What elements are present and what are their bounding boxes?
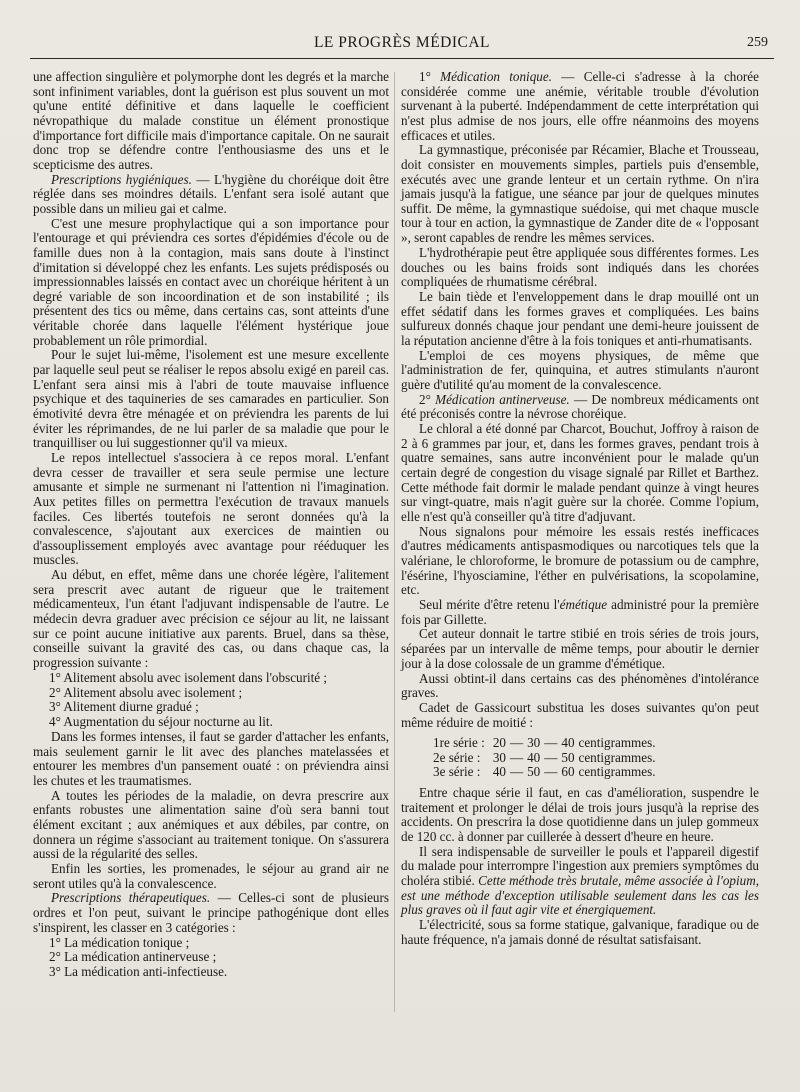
list-item bbox=[33, 950, 389, 965]
text: Aussi obtint-il dans certains cas des phénomènes d'intolérance graves. bbox=[401, 670, 759, 701]
paragraph bbox=[401, 143, 759, 245]
list-item bbox=[33, 700, 389, 715]
paragraph bbox=[401, 845, 759, 918]
page-header bbox=[30, 28, 774, 58]
dash: — bbox=[509, 735, 524, 751]
list-item bbox=[33, 715, 389, 730]
text: Dans les formes intenses, il faut se garder d'attacher les enfants, mais seulement garnir le lit avec des planches matelassées et entourer les membres d'un pansement ouaté : on préviendra ainsi les chutes et les traumatismes. bbox=[33, 729, 389, 788]
text: — Celles-ci sont de plusieurs ordres et l'on peut, suivant le principe pathogénique dont elles s'inspirent, les classer en 3 catégories : bbox=[33, 890, 389, 935]
text: L'électricité, sous sa forme statique, galvanique, faradique ou de haute fréquence, n'a jamais donné de résultat satisfaisant. bbox=[401, 917, 759, 947]
paragraph bbox=[401, 422, 759, 524]
serie-label: 3e série : bbox=[433, 764, 481, 780]
list-item bbox=[33, 686, 389, 701]
paragraph bbox=[33, 217, 389, 349]
text: Il sera indispensable de surveiller le pouls et l'appareil digestif du malade pour interrompre l'ingestion aux premiers symptômes du choléra stibié. bbox=[401, 843, 759, 888]
paragraph bbox=[401, 627, 759, 671]
text: A toutes les périodes de la maladie, on devra prescrire aux enfants robustes une alimentation saine d'où sera banni tout élément excitant ; aux anémiques et aux débiles, par contre, on donnera un régime s'associant au traitement tonique. On s'assurera aussi de la régularité des selles. bbox=[33, 787, 389, 862]
paragraph bbox=[401, 290, 759, 349]
paragraph bbox=[33, 891, 389, 935]
paragraph bbox=[33, 730, 389, 789]
text: Le repos intellectuel s'associera à ce repos moral. L'enfant devra cesser de travailler et sera seule permise une lecture amusante et simple ne surmenant ni l'attention ni l'imagination. Aux petites filles on permettra l'exécution de travaux manuels faciles. Ces libertés toutefois ne seront données qu'à la convalescence, s'ajoutant aux exercices de maintien ou d'assouplissement employés avec avantage pour rééduquer les muscles. bbox=[33, 450, 389, 568]
italic-text: Médication antinerveuse. bbox=[435, 391, 570, 407]
paragraph bbox=[33, 789, 389, 862]
text: 2° La médication antinerveuse ; bbox=[49, 949, 217, 965]
journal-title: LE PROGRÈS MÉDICAL bbox=[313, 34, 491, 51]
paragraph bbox=[33, 862, 389, 891]
text: — Celle-ci s'adresse à la chorée considérée comme une anémie, véritable trouble d'évolution survenant à la puberté. Indépendamment de cette interprétation qui n'est plus admise de nos jours, elle offre néanmoins des moyens efficaces et utiles. bbox=[401, 69, 759, 143]
paragraph bbox=[401, 918, 759, 947]
left-column bbox=[33, 70, 389, 980]
text: Au début, en effet, même dans une chorée légère, l'alitement sera prescrit avec autant de rigueur que le traitement médicamenteux, l'un étant l'adjuvant indispensable de l'autre. Le médecin devra graduer avec précision ce séjour au lit, ne laissant sur ce point aucune initiative aux parents. Bruel, dans sa thèse, conseille suivant la gravité des cas, ou dans chaque cas, la progression suivante : bbox=[33, 567, 389, 670]
italic-text: Prescriptions hygiéniques. bbox=[51, 171, 192, 187]
dose-value: 30 bbox=[492, 749, 506, 765]
dose-unit: centigrammes. bbox=[578, 735, 656, 751]
italic-text: Prescriptions thérapeutiques. bbox=[51, 890, 211, 906]
dash: — bbox=[509, 764, 524, 780]
text: Cet auteur donnait le tartre stibié en trois séries de trois jours, séparées par un intervalle de même temps, pour aboutir le dernier jour à la dose colossale de un gramme d'émétique. bbox=[401, 626, 759, 671]
text: Entre chaque série il faut, en cas d'amélioration, suspendre le traitement et prolonger le délai de trois jours jusqu'à la reprise des accidents. On prescrira la dose quotidienne dans un julep gommeux de 120 cc. à donner par cuillerée à dessert d'heure en heure. bbox=[401, 785, 759, 844]
dose-value: 50 bbox=[561, 749, 575, 765]
paragraph bbox=[401, 393, 759, 422]
text: administré pour la première fois par Gillette. bbox=[401, 597, 760, 627]
text: Le chloral a été donné par Charcot, Bouchut, Joffroy à raison de 2 à 6 grammes par jour, et, dans les formes graves, pendant trois à quatre semaines, sans autre inconvénient pour le malade qu'un certain degré de congestion du visage signalé par Rillet et Barthez. Cette méthode fait dormir le malade pendant quinze à vingt heures sur vingt-quatre, mais n'agit guère sur la chorée. Comme l'opium, elle n'est qu'à conseiller qu'à titre d'adjuvant. bbox=[401, 421, 759, 524]
dose-unit: centigrammes. bbox=[578, 764, 656, 780]
text: 1° bbox=[419, 69, 441, 84]
text: 3° La médication anti-infectieuse. bbox=[49, 964, 228, 980]
dose-row bbox=[433, 736, 660, 751]
paragraph bbox=[33, 451, 389, 568]
text: Pour le sujet lui-même, l'isolement est une mesure excellente par laquelle seul peut se réaliser le repos absolu exigé en pareil cas. L'enfant sera ainsi mis à l'abri de toute mauvaise influence psychique et des taquineries de ses camarades en particulier. Son émotivité devra être ménagée et on préviendra les parents de lui éviter les réprimandes, de ne lui parler de sa maladie que pour le tranquilliser ou lui suggestionner qu'il va mieux. bbox=[33, 347, 389, 451]
list-item bbox=[33, 936, 389, 951]
dose-value: 50 bbox=[527, 764, 541, 780]
page-number: 259 bbox=[747, 35, 768, 50]
serie-label: 1re série : bbox=[433, 735, 485, 751]
italic-text: émétique bbox=[559, 597, 608, 612]
text: L'hydrothérapie peut être appliquée sous différentes formes. Les douches ou les bains froids sont indiqués dans les chorées compliquées de rhumatisme cérébral. bbox=[401, 244, 759, 290]
text: Nous signalons pour mémoire les essais restés inefficaces d'autres médicaments antispasmodiques ou narcotiques tels que la valériane, le chloroforme, le bromure de potassium ou de camphre, l'ésérine, l'hyosciamine, l'éther en pulvérisations, la scopolamine, etc. bbox=[401, 523, 759, 598]
paragraph bbox=[401, 598, 759, 627]
text: Enfin les sorties, les promenades, le séjour au grand air ne seront utiles qu'à la convalescence. bbox=[33, 861, 389, 891]
text: — De nombreux médicaments ont été préconisés contre la névrose choréique. bbox=[401, 391, 759, 422]
text: La gymnastique, préconisée par Récamier, Blache et Trousseau, doit consister en mouvements simples, partiels puis d'ensemble, exécutés avec une grande lenteur et un certain rythme. On n'ira jamais jusqu'à la fatigue, une séance par jour de quelques minutes suffit. De même, la gymnastique suédoise, qui met chaque muscle tour à tour en action, la gymnastique de Zander dite de « l'opposant », seront capables de rendre les mêmes services. bbox=[401, 142, 759, 246]
paragraph bbox=[401, 349, 759, 393]
text: 1° La médication tonique ; bbox=[49, 934, 190, 950]
serie-label: 2e série : bbox=[433, 749, 481, 765]
dose-value: 40 bbox=[561, 735, 575, 751]
text: L'emploi de ces moyens physiques, de même que l'administration de fer, quinquina, et autres stimulants n'auront guère d'utilité qu'au moment de la convalescence. bbox=[401, 347, 759, 392]
right-column bbox=[401, 70, 759, 947]
text: Cadet de Gassicourt substitua les doses suivantes qu'on peut même réduire de moitié : bbox=[401, 699, 759, 730]
dash: — bbox=[544, 764, 558, 780]
paragraph bbox=[33, 173, 389, 217]
text: C'est une mesure prophylactique qui a son importance pour l'entourage et qui préviendra ces sortes d'épidémies d'école ou de famille dues non à la contagion, mais sans doute à l'instinct d'imitation si développé chez les enfants. Les sujets prédisposés ou impressionnables laissés en contact avec un choréique héritent à un degré variable de son incoordination et de son instabilité ; ils présentent des tics ou même, dans certains cas, sont atteints d'une véritable chorée dans laquelle l'élément hystérique joue probablement un rôle primordial. bbox=[33, 215, 389, 348]
dose-row bbox=[433, 765, 660, 780]
text: 3° Alitement diurne gradué ; bbox=[49, 699, 199, 715]
paragraph bbox=[33, 568, 389, 670]
dose-value: 40 bbox=[492, 764, 506, 780]
dose-unit: centigrammes. bbox=[578, 749, 656, 765]
paragraph bbox=[401, 70, 759, 143]
paragraph bbox=[401, 786, 759, 845]
dose-value: 40 bbox=[527, 749, 541, 765]
text: — L'hygiène du choréique doit être réglée dans ses moindres détails. L'enfant sera isolé autant que possible dans un milieu gai et calme. bbox=[33, 171, 389, 216]
paragraph bbox=[401, 701, 759, 730]
text: une affection singulière et polymorphe dont les degrés et la marche sont infiniment variables, dont la guérison est plus souvent un mot qu'une entité définitive et dans laquelle le coefficient névropathique du malade constitue un élément pronostique d'importance fort difficile mais d'importance capitale. On ne saurait donc trop se défendre contre l'enthousiasme des uns et le scepticisme des autres. bbox=[33, 69, 389, 172]
paragraph bbox=[401, 246, 759, 290]
text: 4° Augmentation du séjour nocturne au lit. bbox=[49, 714, 273, 730]
text: Le bain tiède et l'enveloppement dans le drap mouillé ont un effet sédatif dans les formes graves et compliquées. Les bains sulfureux donnés chaque jour pendant une demi-heure jouissent de la réputation ancienne d'être à la fois toniques et anti-rhumatisants. bbox=[401, 288, 759, 348]
dash: — bbox=[509, 749, 524, 765]
text: Seul mérite d'être retenu l' bbox=[419, 597, 560, 612]
italic-text: Médication tonique. bbox=[440, 69, 552, 84]
dash: — bbox=[544, 735, 558, 751]
italic-text: Cette méthode très brutale, même associée à l'opium, est une méthode d'exception utilisable seulement dans les cas les plus graves où il faut agir vite et énergiquement. bbox=[401, 873, 759, 918]
dose-value: 30 bbox=[527, 735, 541, 751]
paragraph bbox=[33, 348, 389, 450]
column-separator bbox=[394, 72, 395, 1012]
dose-value: 20 bbox=[492, 735, 506, 751]
dose-row bbox=[433, 751, 660, 766]
dose-table bbox=[433, 736, 660, 780]
list-item bbox=[33, 671, 389, 686]
paragraph bbox=[401, 525, 759, 598]
paragraph bbox=[33, 70, 389, 172]
paragraph bbox=[401, 672, 759, 701]
list-item bbox=[33, 965, 389, 980]
text: 2° bbox=[419, 391, 436, 407]
dose-value: 60 bbox=[561, 764, 575, 780]
text: 2° Alitement absolu avec isolement ; bbox=[49, 684, 243, 700]
dash: — bbox=[544, 749, 558, 765]
header-rule bbox=[30, 58, 774, 59]
text: 1° Alitement absolu avec isolement dans l'obscurité ; bbox=[49, 669, 328, 685]
